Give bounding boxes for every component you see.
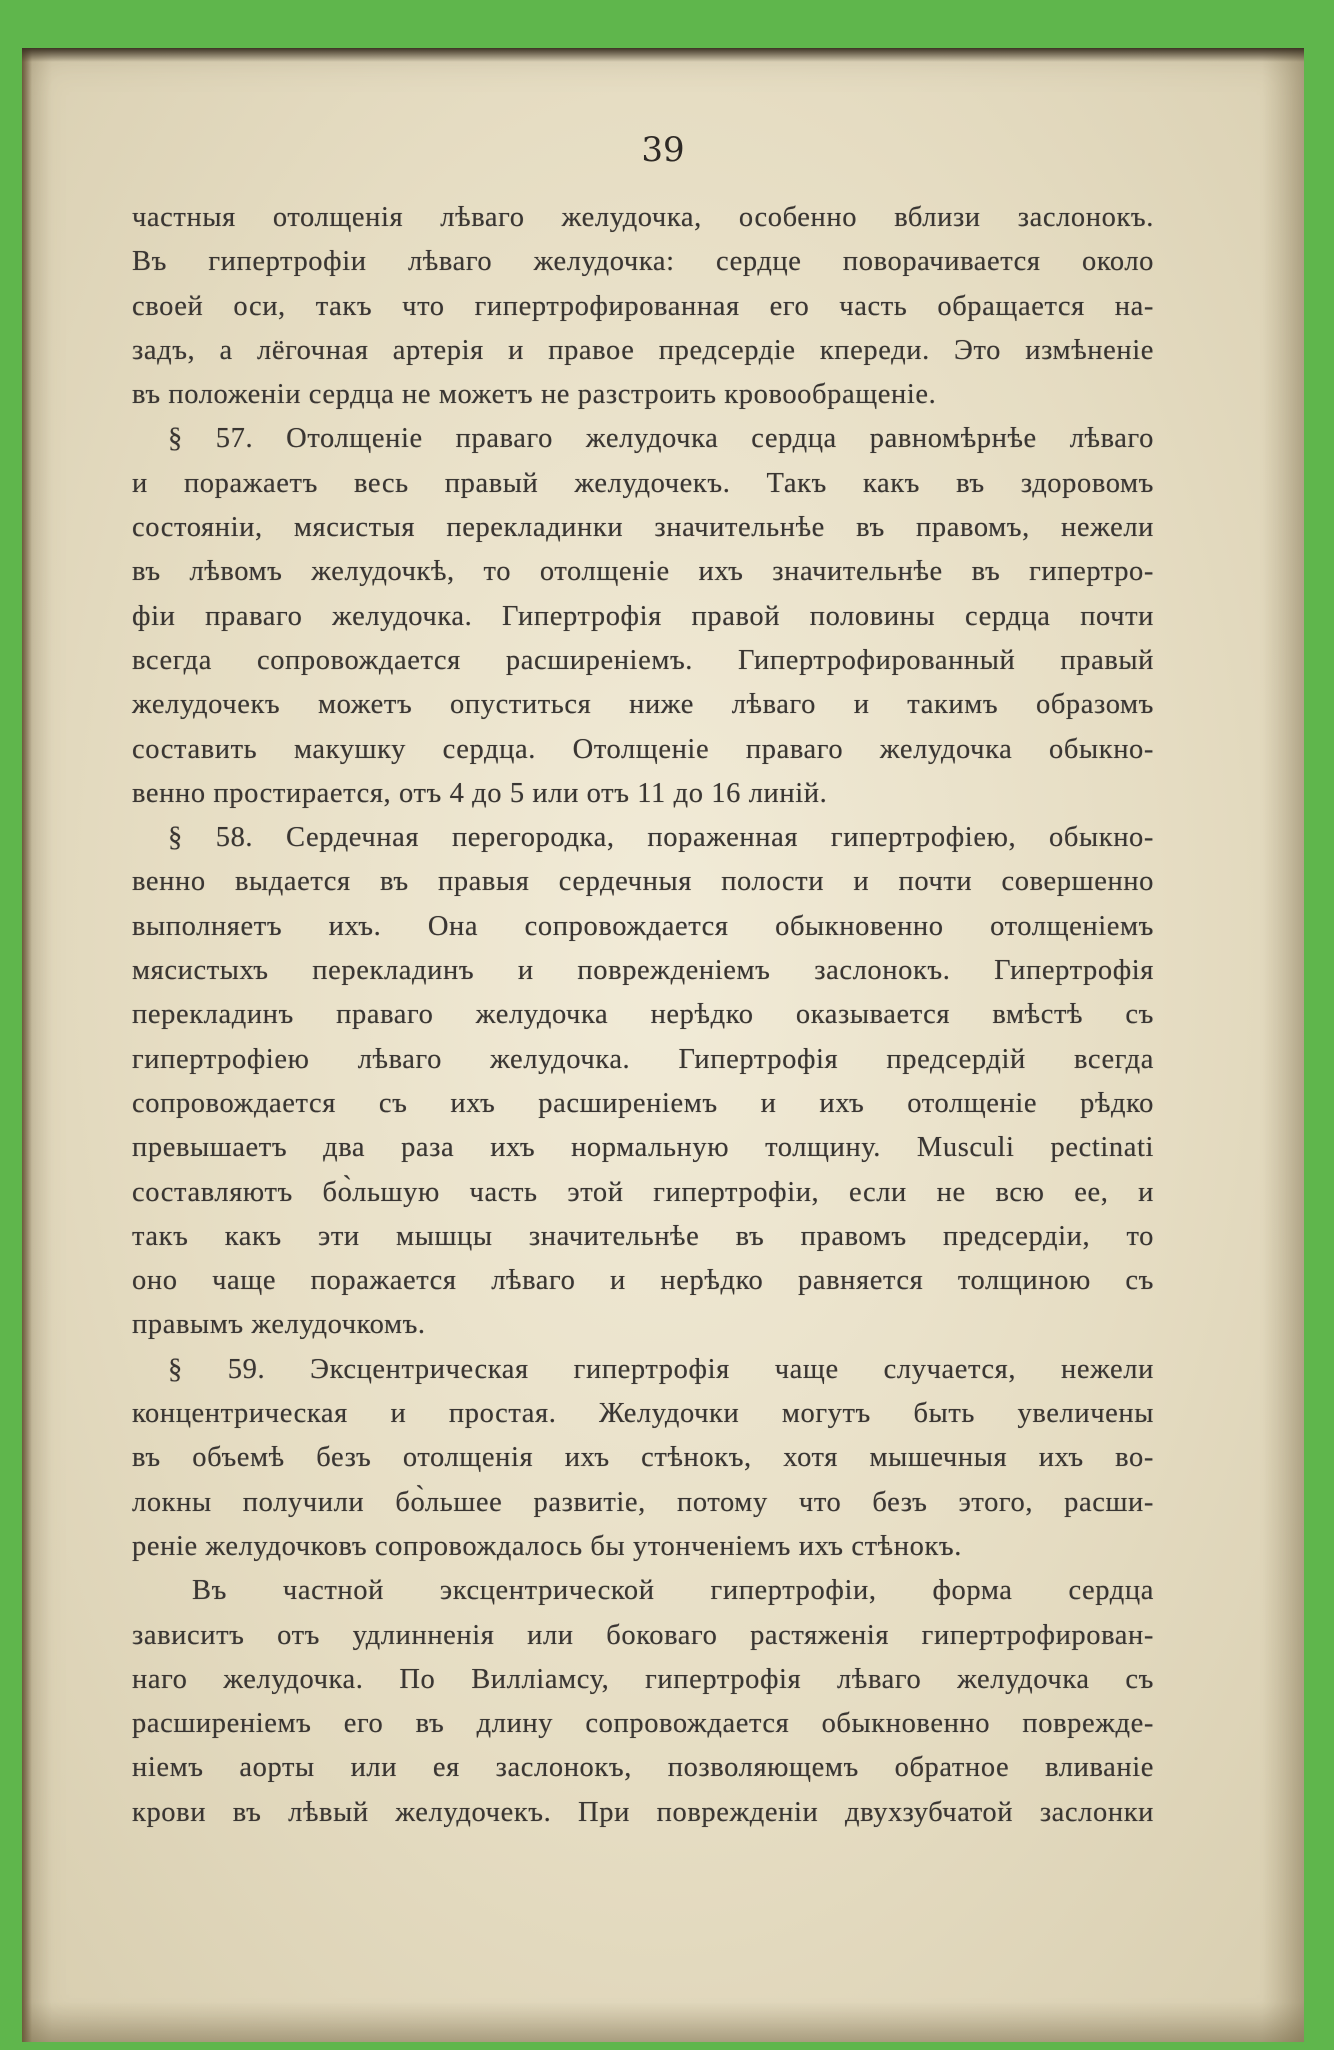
page-edge-shadow <box>22 48 32 2042</box>
text-line: Въ гипертрофіи лѣваго желудочка: сердце поворачивается около <box>132 246 1154 278</box>
text-line: составить макушку сердца. Отолщеніе праваго желудочка обыкно- <box>132 733 1154 765</box>
text-line: такъ какъ эти мышцы значительнѣе въ правомъ предсердіи, то <box>132 1220 1154 1252</box>
text-line: оно чаще поражается лѣваго и нерѣдко равняется толщиною съ <box>132 1265 1154 1297</box>
section-59-heading-line: § 59. Эксцентрическая гипертрофія чаще случается, нежели <box>168 1353 1154 1385</box>
page-bottom-shadow <box>22 2002 1304 2042</box>
text-line: фіи праваго желудочка. Гипертрофія правой половины сердца почти <box>132 600 1154 632</box>
text-line: реніе желудочковъ сопровождалось бы утонченіемъ ихъ стѣнокъ. <box>132 1530 962 1562</box>
text-line: правымъ желудочкомъ. <box>132 1309 426 1341</box>
text-line: и поражаетъ весь правый желудочекъ. Такъ какъ въ здоровомъ <box>132 467 1154 499</box>
text-line: въ объемѣ безъ отолщенія ихъ стѣнокъ, хотя мышечныя ихъ во- <box>132 1442 1154 1474</box>
text-line: ніемъ аорты или ея заслонокъ, позволяющемъ обратное вливаніе <box>132 1752 1154 1784</box>
text-line: мясистыхъ перекладинъ и поврежденіемъ заслонокъ. Гипертрофія <box>132 955 1154 987</box>
text-line: гипертрофіею лѣваго желудочка. Гипертрофія предсердій всегда <box>132 1043 1154 1075</box>
text-line: наго желудочка. По Вилліамсу, гипертрофія лѣваго желудочка съ <box>132 1663 1154 1695</box>
text-line: венно простирается, отъ 4 до 5 или отъ 11 до 16 линій. <box>132 777 828 809</box>
page-number: 39 <box>641 130 685 170</box>
text-line: локны получили бо̀льшее развитіе, потому что безъ этого, расши- <box>132 1486 1154 1518</box>
text-line: въ лѣвомъ желудочкѣ, то отолщеніе ихъ значительнѣе въ гипертро- <box>132 556 1154 588</box>
text-line: всегда сопровождается расширеніемъ. Гипертрофированный правый <box>132 644 1154 676</box>
text-line: своей оси, такъ что гипертрофированная его часть обращается на- <box>132 290 1154 322</box>
body-text <box>132 196 1154 1835</box>
text-line: превышаетъ два раза ихъ нормальную толщину. Musculi pectinati <box>132 1132 1154 1164</box>
text-line: зависитъ отъ удлинненія или боковаго растяженія гипертрофирован- <box>132 1619 1154 1651</box>
text-line: венно выдается въ правыя сердечныя полости и почти совершенно <box>132 866 1154 898</box>
text-line: желудочекъ можетъ опуститься ниже лѣваго и такимъ образомъ <box>132 689 1154 721</box>
page-top-shadow <box>22 48 1304 62</box>
text-line: въ положеніи сердца не можетъ не разстроить кровообращеніе. <box>132 379 937 411</box>
section-57-heading-line: § 57. Отолщеніе праваго желудочка сердца равномѣрнѣе лѣваго <box>168 423 1154 455</box>
text-line: частныя отолщенія лѣваго желудочка, особенно вблизи заслонокъ. <box>132 202 1154 233</box>
text-line: Въ частной эксцентрической гипертрофіи, форма сердца <box>192 1575 1154 1607</box>
text-line: состояніи, мясистыя перекладинки значительнѣе въ правомъ, нежели <box>132 512 1154 544</box>
section-58-heading-line: § 58. Сердечная перегородка, пораженная гипертрофіею, обыкно- <box>168 822 1154 854</box>
text-line: концентрическая и простая. Желудочки могутъ быть увеличены <box>132 1398 1154 1430</box>
text-line: расширеніемъ его въ длину сопровождается обыкновенно поврежде- <box>132 1708 1154 1740</box>
text-line: крови въ лѣвый желудочекъ. При поврежденіи двухзубчатой заслонки <box>132 1796 1154 1828</box>
text-line: перекладинъ праваго желудочка нерѣдко оказывается вмѣстѣ съ <box>132 999 1154 1031</box>
text-line: выполняетъ ихъ. Она сопровождается обыкновенно отолщеніемъ <box>132 910 1154 942</box>
book-page <box>22 48 1304 2042</box>
text-line: задъ, а лёгочная артерія и правое предсердіе кпереди. Это измѣненіе <box>132 334 1154 366</box>
text-line: сопровождается съ ихъ расширеніемъ и ихъ отолщеніе рѣдко <box>132 1087 1154 1119</box>
text-line: составляютъ бо̀льшую часть этой гипертрофіи, если не всю ее, и <box>132 1176 1154 1208</box>
